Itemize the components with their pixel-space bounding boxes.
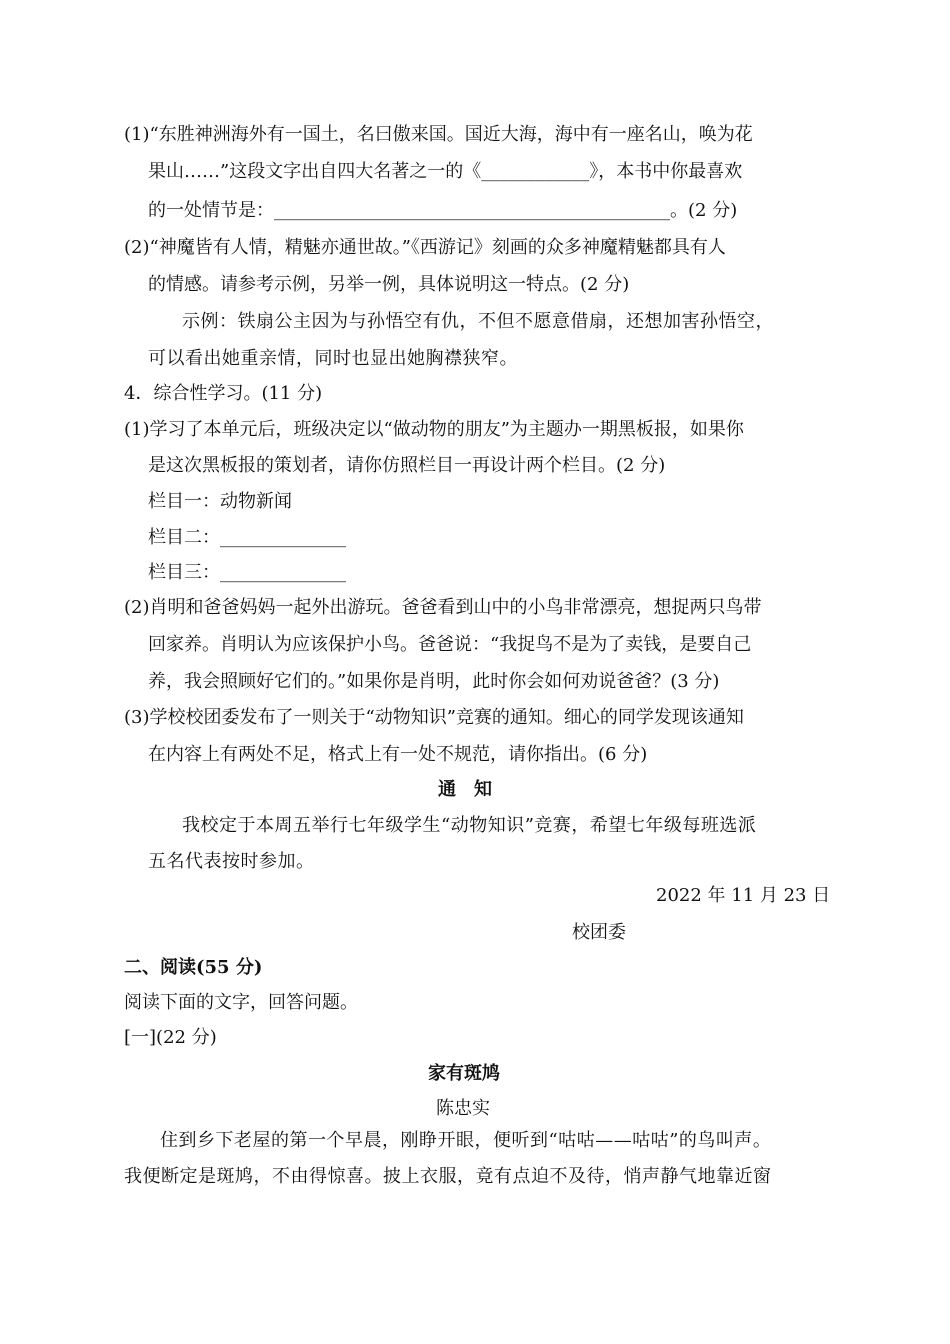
reading-section-heading: 二、阅读(55 分) [124, 957, 263, 978]
question-3-1-line-3: 的一处情节是：____________________________________________。(2 分) [148, 200, 738, 221]
notice-organization: 校团委 [572, 922, 626, 943]
example-line-1: 示例：铁扇公主因为与孙悟空有仇，不但不愿意借扇，还想加害孙悟空， [182, 311, 774, 332]
column-3: 栏目三：______________ [148, 562, 346, 583]
notice-date: 2022 年 11 月 23 日 [656, 885, 831, 906]
question-4-1-line-1: (1)学习了本单元后，班级决定以“做动物的朋友”为主题办一期黑板报，如果你 [124, 419, 744, 440]
column-1: 栏目一：动物新闻 [148, 491, 292, 512]
reading-instruction: 阅读下面的文字，回答问题。 [124, 992, 358, 1013]
question-4-1-line-2: 是这次黑板报的策划者，请你仿照栏目一再设计两个栏目。(2 分) [148, 455, 666, 476]
notice-title: 通 知 [438, 779, 492, 800]
column-2: 栏目二：______________ [148, 527, 346, 548]
question-4-2-line-2: 回家养。肖明认为应该保护小鸟。爸爸说：“我捉鸟不是为了卖钱，是要自己 [148, 634, 752, 655]
question-4-3-line-1: (3)学校校团委发布了一则关于“动物知识”竞赛的通知。细心的同学发现该通知 [124, 707, 744, 728]
notice-body-line-2: 五名代表按时参加。 [148, 851, 315, 872]
question-4-2-line-1: (2)肖明和爸爸妈妈一起外出游玩。爸爸看到山中的小鸟非常漂亮，想捉两只鸟带 [124, 597, 762, 618]
article-body-line-1: 住到乡下老屋的第一个早晨，刚睁开眼，便听到“咕咕——咕咕”的鸟叫声。 [160, 1130, 772, 1151]
notice-body-line-1: 我校定于本周五举行七年级学生“动物知识”竞赛，希望七年级每班选派 [182, 815, 757, 836]
example-line-2: 可以看出她重亲情，同时也显出她胸襟狭窄。 [148, 348, 518, 369]
reading-part-label: [一](22 分) [124, 1027, 217, 1048]
question-3-1-line-2: 果山……”这段文字出自四大名著之一的《____________》，本书中你最喜欢 [148, 161, 743, 182]
article-body-line-2: 我便断定是斑鸠，不由得惊喜。披上衣服，竟有点迫不及待，悄声静气地靠近窗 [124, 1166, 772, 1187]
question-3-2-line-1: (2)“神魔皆有人情，精魅亦通世故。”《西游记》刻画的众多神魔精魅都具有人 [124, 237, 726, 258]
question-4-2-line-3: 养，我会照顾好它们的。”如果你是肖明，此时你会如何劝说爸爸？(3 分) [148, 671, 720, 692]
question-3-2-line-2: 的情感。请参考示例，另举一例，具体说明这一特点。(2 分) [148, 274, 630, 295]
question-4-3-line-2: 在内容上有两处不足，格式上有一处不规范，请你指出。(6 分) [148, 744, 648, 765]
question-3-1-line-1: (1)“东胜神洲海外有一国土，名曰傲来国。国近大海，海中有一座名山，唤为花 [124, 124, 753, 145]
article-author: 陈忠实 [436, 1098, 490, 1119]
article-title: 家有斑鸠 [428, 1063, 500, 1084]
question-4-title: 4．综合性学习。(11 分) [124, 383, 323, 404]
